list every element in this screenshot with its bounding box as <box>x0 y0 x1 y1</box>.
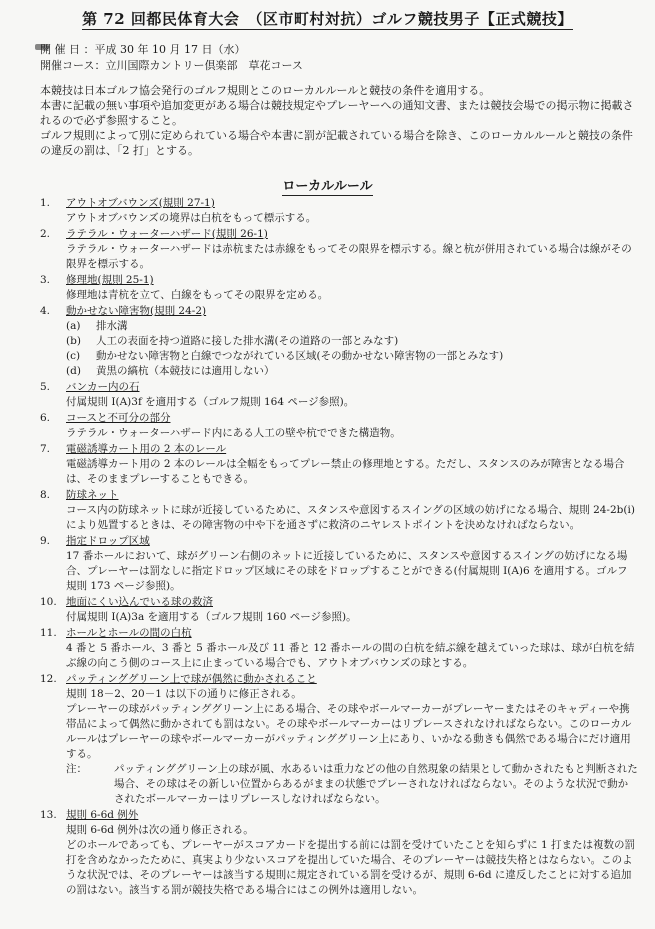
rule-subitem <box>66 364 638 379</box>
subitem-text: 動かせない障害物と白線でつながれている区域(その動かせない障害物の一部とみなす) <box>96 350 504 362</box>
rule-number: 13. <box>40 809 57 821</box>
rule-item <box>40 626 638 671</box>
rule-item <box>40 380 638 410</box>
rule-text: 修理地は青杭を立て、白線をもってその限界を定める。 <box>66 289 329 301</box>
note-label: 注： <box>66 763 87 775</box>
local-rules-heading-text: ローカルルール <box>282 179 373 194</box>
rule-text: 付属規則 I(A)3f を適用する（ゴルフ規則 164 ページ参照)。 <box>66 396 355 408</box>
rule-subitem <box>66 319 638 334</box>
rule-text: 付属規則 I(A)3a を適用する（ゴルフ規則 160 ページ参照)。 <box>66 611 357 623</box>
rule-item <box>40 672 638 807</box>
rule-heading: 電磁誘導カート用の 2 本のレール <box>66 443 227 455</box>
subitem-label: (c) <box>66 350 81 362</box>
rule-body <box>66 641 638 671</box>
rule-text: アウトオブバウンズの境界は白杭をもって標示する。 <box>66 212 317 224</box>
rule-item <box>40 304 638 379</box>
rule-heading: 指定ドロップ区域 <box>66 535 150 547</box>
local-rules-heading <box>0 175 655 194</box>
rule-body <box>66 823 638 898</box>
subitem-label: (d) <box>66 365 81 377</box>
rule-body <box>66 288 638 303</box>
rule-item <box>40 808 638 898</box>
rule-text: 規則 18－2、20－1 は以下の通りに修正される。 <box>66 688 302 700</box>
rule-body <box>66 549 638 594</box>
rule-heading: 防球ネット <box>66 489 119 501</box>
rule-text: プレーヤーの球がパッティンググリーン上にある場合、その球やボールマーカーがプレーヤーまたはそのキャディーや携帯品によって偶然に動かされても罰はない。その球やボールマーカーはリプレースされなければならない。このローカルルールはプレーヤーの球やボールマーカーがパッティンググリーン上にあり、いかなる動きも偶然である場合にだけ適用する。 <box>66 703 632 760</box>
intro-paragraph: 本書に記載の無い事項や追加変更がある場合は競技規定やプレーヤーへの通知文書、または競技会場での掲示物に掲載されるので必ず参照すること。 <box>40 99 634 127</box>
rule-number: 11. <box>40 627 57 639</box>
rule-body <box>66 503 638 533</box>
rule-item <box>40 488 638 533</box>
rule-body <box>66 319 638 379</box>
rule-body <box>66 687 638 807</box>
rule-heading: ラテラル・ウォーターハザード(規則 26-1) <box>66 228 268 240</box>
rule-heading: 地面にくい込んでいる球の救済 <box>66 596 213 608</box>
rule-number: 4. <box>40 305 51 317</box>
rule-item <box>40 273 638 303</box>
rule-heading: 規則 6-6d 例外 <box>66 809 139 821</box>
intro-paragraph: 本競技は日本ゴルフ協会発行のゴルフ規則とこのローカルルールと競技の条件を適用する。 <box>40 84 491 97</box>
rule-text: 電磁誘導カート用の 2 本のレールは全幅をもってプレー禁止の修理地とする。ただし、スタンスのみが障害となる場合は、そのままプレーすることもできる。 <box>66 458 625 485</box>
subitem-label: (a) <box>66 320 81 332</box>
rule-item <box>40 595 638 625</box>
subitem-text: 排水溝 <box>96 320 128 332</box>
rule-number: 10. <box>40 596 57 608</box>
document-title-text: 第 72 回都民体育大会 （区市町村対抗）ゴルフ競技男子【正式競技】 <box>82 10 573 28</box>
rule-number: 6. <box>40 412 51 424</box>
document-title <box>0 8 655 29</box>
rule-text: ラテラル・ウォーターハザードは赤杭または赤線をもってその限界を標示する。線と杭が併用されている場合は線がその限界を標示する。 <box>66 243 632 270</box>
rule-item <box>40 196 638 226</box>
rule-body <box>66 457 638 487</box>
rule-number: 2. <box>40 228 51 240</box>
rule-heading: アウトオブバウンズ(規則 27-1) <box>66 197 215 209</box>
rules-list <box>40 196 638 899</box>
rule-number: 1. <box>40 197 51 209</box>
rule-heading: 修理地(規則 25-1) <box>66 274 154 286</box>
rule-heading: ホールとホールの間の白杭 <box>66 627 192 639</box>
subitem-text: 黄黒の縞杭（本競技には適用しない） <box>96 365 275 377</box>
subitem-text: 人工の表面を持つ道路に接した排水溝(その道路の一部とみなす) <box>96 335 399 347</box>
rule-heading: コースと不可分の部分 <box>66 412 171 424</box>
rule-subitem <box>66 334 638 349</box>
rule-heading: 動かせない障害物(規則 24-2) <box>66 305 207 317</box>
rule-item <box>40 227 638 272</box>
event-course: 開催コース：立川国際カントリー倶楽部 草花コース <box>40 59 303 72</box>
intro-paragraph: ゴルフ規則によって別に定められている場合や本書に罰が記載されている場合を除き、このローカルルールと競技の条件の違反の罰は、「2 打」とする。 <box>40 129 633 157</box>
rule-body <box>66 610 638 625</box>
rule-number: 3. <box>40 274 51 286</box>
rule-number: 5. <box>40 381 51 393</box>
rule-text: 4 番と 5 番ホール、3 番と 5 番ホール及び 11 番と 12 番ホールの間の白杭を結ぶ線を越えていった球は、球が白杭を結ぶ線の向こう側のコース上に止まっている場合でも、アウトオブバウンズの球とする。 <box>66 642 635 669</box>
rule-note <box>66 762 638 807</box>
rule-text: どのホールであっても、プレーヤーがスコアカードを提出する前には罰を受けていたことを知らずに 1 打または複数の罰打を含めなかったために、真実より少ないスコアを提出していた場合、そのプレーヤーは競技失格とはならない。このような状況では、そのプレーヤーは該当する規則に規定されている罰を受けるが、規則 6-6d に違反したことに対する追加の罰はない。該当する罰が競技失格である場合にはこの例外は適用しない。 <box>66 839 636 896</box>
rule-subitem <box>66 349 638 364</box>
rule-item <box>40 534 638 594</box>
note-text: パッティンググリーン上の球が風、水あるいは重力などの他の自然現象の結果として動かされたもと判断された場合、その球はその新しい位置からあるがままの状態でプレーされなければならない。そのような状況で動かされたボールマーカーはリプレースしなければならない。 <box>114 763 638 805</box>
event-date: 開 催 日 ：平成 30 年 10 月 17 日（水） <box>40 43 246 56</box>
rule-text: 17 番ホールにおいて、球がグリーン右側のネットに近接しているために、スタンスや意図するスイングの妨げになる場合、プレーヤーは罰なしに指定ドロップ区域にその球をドロップすることができる(付属規則 I(A)6 を適用する。ゴルフ規則 173 ページ参照)。 <box>66 550 628 592</box>
rule-text: ラテラル・ウォーターハザード内にある人工の壁や杭でできた構造物。 <box>66 427 401 439</box>
rule-body <box>66 395 638 410</box>
subitem-label: (b) <box>66 335 81 347</box>
rule-number: 12. <box>40 673 57 685</box>
rule-number: 7. <box>40 443 51 455</box>
rule-item <box>40 411 638 441</box>
rule-heading: バンカー内の石 <box>66 381 140 393</box>
rule-body <box>66 242 638 272</box>
rule-number: 9. <box>40 535 51 547</box>
rule-body <box>66 211 638 226</box>
rule-heading: パッティンググリーン上で球が偶然に動かされること <box>66 673 317 685</box>
rule-text: 規則 6-6d 例外は次の通り修正される。 <box>66 824 254 836</box>
rule-body <box>66 426 638 441</box>
rule-number: 8. <box>40 489 51 501</box>
event-meta <box>40 42 303 74</box>
intro-block <box>40 83 636 158</box>
rule-text: コース内の防球ネットに球が近接しているために、スタンスや意図するスイングの区域の妨げになる場合、規則 24-2b(i)により処置するときは、その障害物の中や下を通さずに救済のニヤレストポイントを決めなければならない。 <box>66 504 635 531</box>
rule-item <box>40 442 638 487</box>
